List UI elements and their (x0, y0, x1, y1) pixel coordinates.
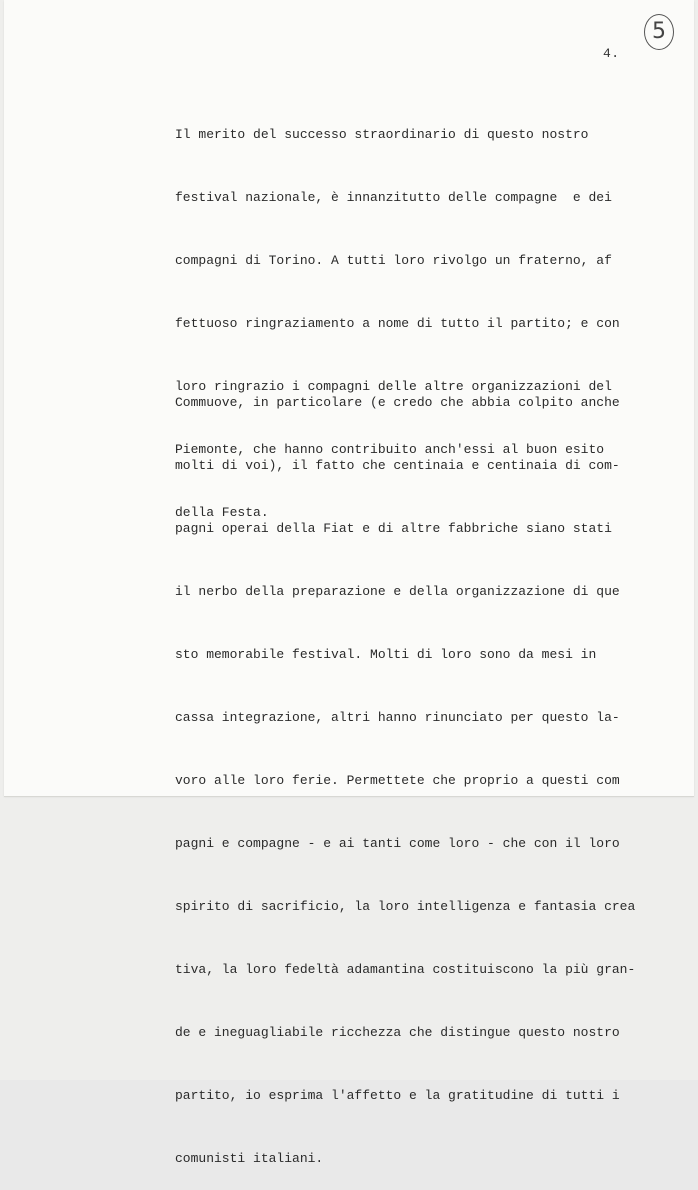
text-line: il nerbo della preparazione e della organizzazione di que (175, 584, 620, 599)
text-line: molti di voi), il fatto che centinaia e centinaia di com- (175, 458, 620, 473)
text-line: partito, io esprima l'affetto e la gratitudine di tutti i (175, 1088, 620, 1103)
text-line: spirito di sacrificio, la loro intelligenza e fantasia crea (175, 899, 636, 914)
text-line: festival nazionale, è innanzitutto delle compagne e dei (175, 190, 612, 205)
text-line: loro ringrazio i compagni delle altre organizzazioni del (175, 379, 612, 394)
text-line: pagni operai della Fiat e di altre fabbriche siano stati (175, 521, 612, 536)
text-line: fettuoso ringraziamento a nome di tutto il partito; e con (175, 316, 620, 331)
paragraph-2 (175, 356, 675, 1190)
text-line: Piemonte, che hanno contribuito anch'essi al buon esito (175, 442, 605, 457)
text-line: compagni di Torino. A tutti loro rivolgo un fraterno, af (175, 253, 612, 268)
handwritten-sheet-number: 5 (644, 14, 674, 50)
text-line: voro alle loro ferie. Permettete che proprio a questi com (175, 773, 620, 788)
text-line: tiva, la loro fedeltà adamantina costituiscono la più gran- (175, 962, 636, 977)
text-line: sto memorabile festival. Molti di loro sono da mesi in (175, 647, 597, 662)
text-line: comunisti italiani. (175, 1151, 324, 1166)
text-line: cassa integrazione, altri hanno rinunciato per questo la- (175, 710, 620, 725)
text-line: Commuove, in particolare (e credo che abbia colpito anche (175, 395, 620, 410)
page-number: 4. (603, 46, 620, 61)
text-line: de e ineguagliabile ricchezza che distingue questo nostro (175, 1025, 620, 1040)
text-line: della Festa. (175, 505, 269, 520)
text-line: Il merito del successo straordinario di questo nostro (175, 127, 589, 142)
text-line: pagni e compagne - e ai tanti come loro - che con il loro (175, 836, 620, 851)
